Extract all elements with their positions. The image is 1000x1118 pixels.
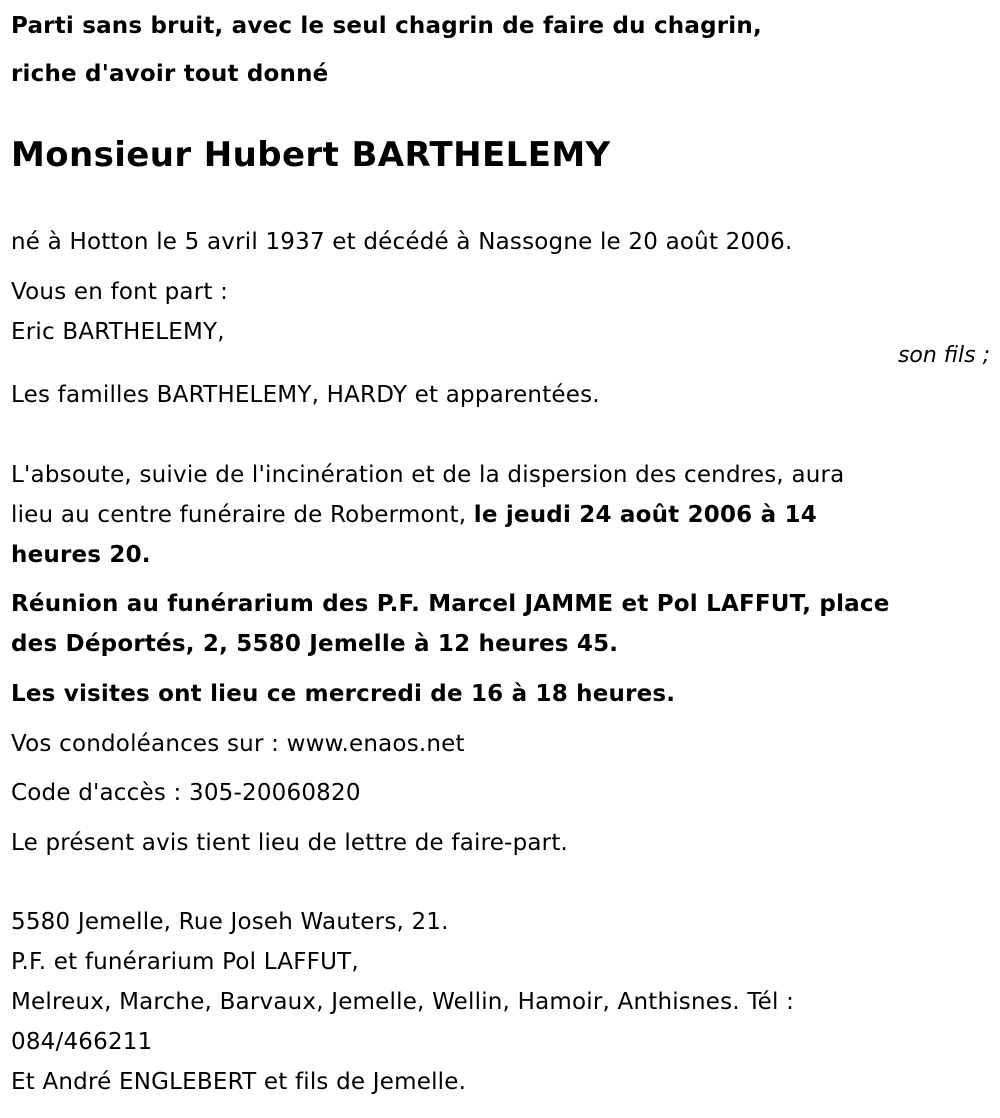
epigraph-line-1: Parti sans bruit, avec le seul chagrin de faire du chagrin, bbox=[11, 13, 762, 39]
ceremony-line-1: L'absoute, suivie de l'incinération et de la dispersion des cendres, aura bbox=[11, 462, 845, 488]
condolences-text: Vos condoléances sur : www.enaos.net bbox=[11, 731, 465, 757]
birth-death-text: né à Hotton le 5 avril 1937 et décédé à Nassogne le 20 août 2006. bbox=[11, 229, 793, 255]
families-text: Les familles BARTHELEMY, HARDY et apparentées. bbox=[11, 382, 600, 408]
family-intro: Vous en font part : bbox=[11, 279, 229, 305]
epigraph-line-2: riche d'avoir tout donné bbox=[11, 61, 329, 87]
access-code-text: Code d'accès : 305-20060820 bbox=[11, 780, 361, 806]
address-line-5: Et André ENGLEBERT et fils de Jemelle. bbox=[11, 1069, 467, 1095]
address-line-1: 5580 Jemelle, Rue Joseh Wauters, 21. bbox=[11, 909, 449, 935]
phone-number: 084/466211 bbox=[11, 1029, 153, 1055]
ceremony-date: le jeudi 24 août 2006 à 14 bbox=[473, 502, 817, 528]
ceremony-line-3: heures 20. bbox=[11, 542, 151, 568]
visits-text: Les visites ont lieu ce mercredi de 16 à 18 heures. bbox=[11, 681, 676, 707]
notice-text: Le présent avis tient lieu de lettre de faire-part. bbox=[11, 830, 569, 856]
son-relation: son fils ; bbox=[897, 343, 990, 368]
address-line-2: P.F. et funérarium Pol LAFFUT, bbox=[11, 949, 359, 975]
son-name: Eric BARTHELEMY, bbox=[11, 319, 225, 345]
deceased-name: Monsieur Hubert BARTHELEMY bbox=[11, 135, 611, 175]
ceremony-location: lieu au centre funéraire de Robermont, bbox=[11, 502, 474, 528]
address-line-3: Melreux, Marche, Barvaux, Jemelle, Wellin, Hamoir, Anthisnes. Tél : bbox=[11, 989, 795, 1015]
meeting-line-2: des Déportés, 2, 5580 Jemelle à 12 heures 45. bbox=[11, 631, 619, 657]
meeting-line-1: Réunion au funérarium des P.F. Marcel JAMME et Pol LAFFUT, place bbox=[11, 591, 890, 617]
ceremony-line-2 bbox=[11, 500, 817, 530]
